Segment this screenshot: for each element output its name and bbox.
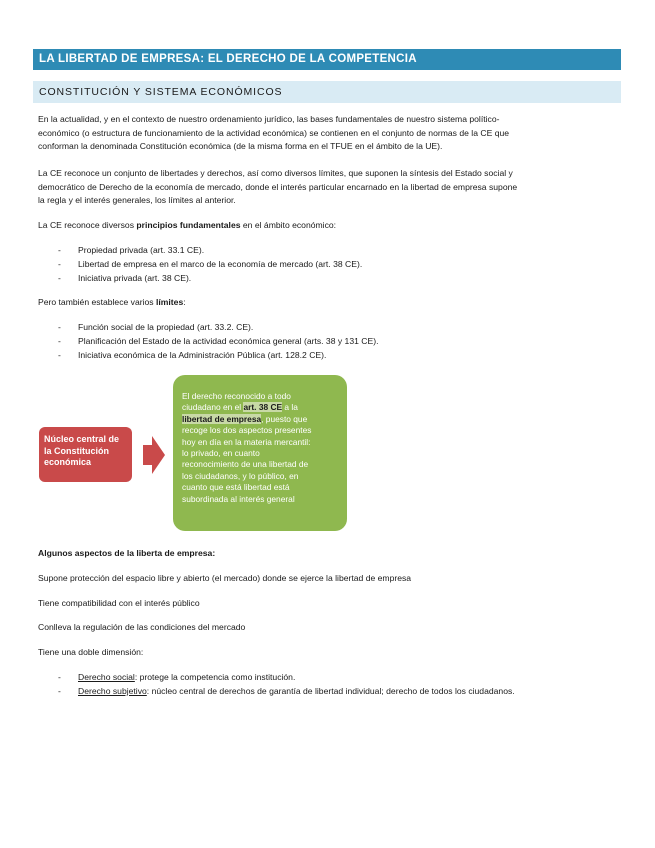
list-item — [58, 670, 515, 684]
bullet-dash: - — [58, 245, 61, 255]
list-item-text: Función social de la propiedad (art. 33.2. CE). — [78, 322, 254, 332]
diagram-text-line: libertad de empresa, puesto que — [182, 413, 308, 424]
list-item — [58, 684, 515, 698]
diagram-text-line: subordinada al interés general — [182, 493, 295, 504]
arrow-right-icon — [143, 436, 165, 474]
list-item-text: Iniciativa privada (art. 38 CE). — [78, 273, 192, 283]
highlight: art. 38 CE — [243, 402, 283, 413]
bullet-dash: - — [58, 350, 61, 360]
bullet-dash: - — [58, 322, 61, 332]
text-line: En la actualidad, y en el contexto de nuestro ordenamiento jurídico, las bases fundamentales de nuestro sistema político- — [38, 114, 500, 124]
diagram-text-line: hoy en día en la materia mercantil: — [182, 436, 311, 447]
list-item — [58, 348, 378, 362]
principles-lead — [38, 219, 618, 233]
diagram-text-line: ciudadano en el art. 38 CE a la — [182, 402, 298, 413]
diagram-text-line: lo privado, en cuanto — [182, 448, 260, 459]
list-item-term: Derecho social — [78, 672, 135, 682]
list-item-term: Derecho subjetivo — [78, 686, 147, 696]
list-item — [58, 271, 362, 285]
text-line: la regla y el interés generales, los límites al anterior. — [38, 195, 236, 205]
text-line: La CE reconoce un conjunto de libertades y derechos, así como diversos límites, que suponen la síntesis del Estado social y — [38, 168, 513, 178]
aspects-paragraph: Conlleva la regulación de las condiciones del mercado — [38, 622, 246, 632]
diagram-text-line: reconocimiento de una libertad de — [182, 459, 309, 470]
diagram-core-box — [39, 427, 132, 482]
aspects-paragraph: Tiene una doble dimensión: — [38, 647, 144, 657]
list-item — [58, 257, 362, 271]
highlight: libertad de empresa — [182, 413, 262, 424]
list-item — [58, 243, 362, 257]
bullet-dash: - — [58, 686, 61, 696]
bullet-dash: - — [58, 273, 61, 283]
list-item-text: : protege la competencia como institución. — [134, 672, 296, 682]
diagram-description-box — [173, 375, 347, 531]
bullet-dash: - — [58, 336, 61, 346]
diagram-text-line: recoge los dos aspectos presentes — [182, 425, 312, 436]
aspects-paragraph: Tiene compatibilidad con el interés público — [38, 598, 200, 608]
aspects-paragraph: Supone protección del espacio libre y abierto (el mercado) donde se ejerce la libertad de empresa — [38, 573, 412, 583]
lead-text: La CE reconoce diversos — [38, 220, 137, 230]
list-item — [58, 334, 378, 348]
bullet-dash: - — [58, 672, 61, 682]
lead-bold: principios fundamentales — [136, 220, 241, 230]
lead-text: Pero también establece varios — [38, 297, 156, 307]
lead-text: : — [183, 297, 186, 307]
list-item — [58, 320, 378, 334]
text-line: económico (o estructura de funcionamiento de la actividad económica) se contienen en el conjunto de normas de la CE que — [38, 127, 510, 138]
text-line: conforman la denominada Constitución económica (de la misma forma en el TFUE en el ámbito de la UE). — [38, 141, 443, 151]
dimension-list — [58, 670, 515, 698]
aspects-heading: Algunos aspectos de la liberta de empresa: — [38, 548, 216, 558]
limits-lead — [38, 296, 618, 310]
list-item-text: Planificación del Estado de la actividad económica general (arts. 38 y 131 CE). — [78, 336, 379, 346]
diagram-text-line: los ciudadanos, y lo público, en — [182, 470, 299, 481]
list-item-text: Libertad de empresa en el marco de la economía de mercado (art. 38 CE). — [78, 259, 363, 269]
lead-bold: límites — [156, 297, 184, 307]
diagram-text-line: cuanto que está libertad está — [182, 482, 290, 493]
limits-list — [58, 320, 378, 362]
lead-text: en el ámbito económico: — [240, 220, 337, 230]
diagram-text-line: El derecho reconocido a todo — [182, 391, 291, 401]
principles-list — [58, 243, 362, 285]
diagram-core-line: económica — [44, 457, 92, 467]
list-item-text: : núcleo central de derechos de garantía de libertad individual; derecho de todos los ciudadanos. — [146, 686, 515, 696]
list-item-text: Iniciativa económica de la Administración Pública (art. 128.2 CE). — [78, 350, 327, 360]
diagram-core-line: Núcleo central de — [44, 434, 120, 444]
document-title: LA LIBERTAD DE EMPRESA: EL DERECHO DE LA COMPETENCIA — [33, 49, 621, 70]
section-heading: CONSTITUCIÓN Y SISTEMA ECONÓMICOS — [33, 81, 621, 103]
list-item-text: Propiedad privada (art. 33.1 CE). — [78, 245, 205, 255]
diagram-core-line: la Constitución — [44, 445, 109, 456]
bullet-dash: - — [58, 259, 61, 269]
intro-paragraph-2 — [38, 167, 618, 208]
intro-paragraph-1 — [38, 113, 618, 154]
text-line: democrático de Derecho de la economía de mercado, donde el interés particular encarnado en la libertad de empresa supone — [38, 181, 518, 192]
